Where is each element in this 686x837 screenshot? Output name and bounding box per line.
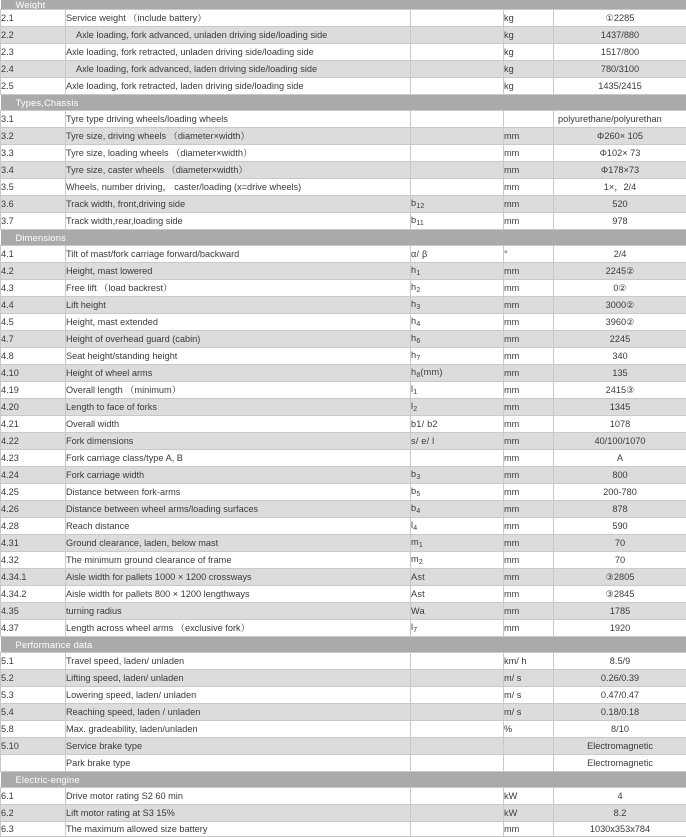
row-description: Height, mast extended — [66, 314, 411, 331]
row-symbol — [411, 61, 504, 78]
row-symbol: $l_4$ — [411, 518, 504, 535]
table-row — [1, 535, 686, 552]
row-symbol — [411, 687, 504, 704]
row-symbol — [411, 145, 504, 162]
row-symbol: $l_1$ — [411, 382, 504, 399]
row-id: 5.8 — [1, 721, 66, 738]
row-unit: mm — [504, 331, 554, 348]
row-value: Φ178×73 — [554, 162, 686, 179]
row-description: Length across wheel arms （exclusive fork） — [66, 620, 411, 637]
row-description: Axle loading, fork retracted, laden driving side/loading side — [66, 78, 411, 95]
row-value: 8.5/9 — [554, 653, 686, 670]
row-value: 135 — [554, 365, 686, 382]
table-row — [1, 128, 686, 145]
table-row — [1, 721, 686, 738]
row-id: 4.34.1 — [1, 569, 66, 586]
row-symbol: $h_4$ — [411, 314, 504, 331]
row-symbol — [411, 44, 504, 61]
row-description: Axle loading, fork advanced, laden driving side/loading side — [66, 61, 411, 78]
row-description: Reaching speed, laden / unladen — [66, 704, 411, 721]
row-description: Fork carriage class/type A, B — [66, 450, 411, 467]
row-id: 5.4 — [1, 704, 66, 721]
row-id: 3.7 — [1, 213, 66, 230]
row-id: 3.3 — [1, 145, 66, 162]
row-value: 0.26/0.39 — [554, 670, 686, 687]
row-id: 4.2 — [1, 263, 66, 280]
row-description: Lifting speed, laden/ unladen — [66, 670, 411, 687]
row-id: 4.35 — [1, 603, 66, 620]
row-id: 4.5 — [1, 314, 66, 331]
row-id: 4.26 — [1, 501, 66, 518]
row-description: Tyre size, driving wheels （diameter×width） — [66, 128, 411, 145]
row-unit: mm — [504, 450, 554, 467]
section-header-row — [1, 637, 686, 653]
table-row — [1, 111, 686, 128]
row-id: 3.5 — [1, 179, 66, 196]
section-header-row — [1, 0, 686, 10]
row-symbol: $h_1$ — [411, 263, 504, 280]
row-value: 4 — [554, 788, 686, 805]
row-symbol — [411, 78, 504, 95]
row-value: 1920 — [554, 620, 686, 637]
row-value: 0.18/0.18 — [554, 704, 686, 721]
row-unit: kg — [504, 27, 554, 44]
row-value: 340 — [554, 348, 686, 365]
row-description: Lift height — [66, 297, 411, 314]
table-row — [1, 280, 686, 297]
row-description: Lift motor rating at S3 15% — [66, 805, 411, 822]
table-row — [1, 331, 686, 348]
row-description: Seat height/standing height — [66, 348, 411, 365]
row-unit: kg — [504, 44, 554, 61]
row-unit: mm — [504, 467, 554, 484]
row-description: Height of wheel arms — [66, 365, 411, 382]
row-unit: m/ s — [504, 670, 554, 687]
row-value: 2/4 — [554, 246, 686, 263]
row-value: 2245② — [554, 263, 686, 280]
row-symbol — [411, 450, 504, 467]
table-row — [1, 213, 686, 230]
row-id: 4.25 — [1, 484, 66, 501]
row-value: 520 — [554, 196, 686, 213]
table-row — [1, 196, 686, 213]
section-header-electric-engine: Electric-engine — [1, 772, 686, 788]
section-header-performance-data: Performance data — [1, 637, 686, 653]
row-symbol: $b_4$ — [411, 501, 504, 518]
row-unit: kW — [504, 788, 554, 805]
row-id: 4.32 — [1, 552, 66, 569]
table-row — [1, 620, 686, 637]
row-description: The maximum allowed size battery — [66, 822, 411, 837]
row-description: Tyre size, caster wheels （diameter×width） — [66, 162, 411, 179]
table-row — [1, 246, 686, 263]
row-value: 780/3100 — [554, 61, 686, 78]
row-unit: mm — [504, 484, 554, 501]
row-unit: mm — [504, 314, 554, 331]
row-symbol: $h_2$ — [411, 280, 504, 297]
row-description: Length to face of forks — [66, 399, 411, 416]
row-value: 0② — [554, 280, 686, 297]
row-description: Track width, front,driving side — [66, 196, 411, 213]
row-id: 4.34.2 — [1, 586, 66, 603]
table-row — [1, 382, 686, 399]
table-row — [1, 569, 686, 586]
row-unit: mm — [504, 603, 554, 620]
row-id: 2.4 — [1, 61, 66, 78]
row-unit: mm — [504, 213, 554, 230]
table-row — [1, 586, 686, 603]
row-id: 4.1 — [1, 246, 66, 263]
row-symbol — [411, 128, 504, 145]
row-id: 2.3 — [1, 44, 66, 61]
row-unit: km/ h — [504, 653, 554, 670]
row-description: Aisle width for pallets 1000 × 1200 crossways — [66, 569, 411, 586]
row-value: 1785 — [554, 603, 686, 620]
row-symbol — [411, 822, 504, 837]
row-symbol: $l_7$ — [411, 620, 504, 637]
row-symbol — [411, 721, 504, 738]
row-id: 4.22 — [1, 433, 66, 450]
row-id: 4.31 — [1, 535, 66, 552]
row-description: Wheels, number driving， caster/loading (x=drive wheels) — [66, 179, 411, 196]
table-row — [1, 450, 686, 467]
row-id: 4.24 — [1, 467, 66, 484]
row-value: 1345 — [554, 399, 686, 416]
row-symbol: $m_2$ — [411, 552, 504, 569]
row-description: The minimum ground clearance of frame — [66, 552, 411, 569]
row-description: Height of overhead guard (cabin) — [66, 331, 411, 348]
row-symbol: $b_{11}$ — [411, 213, 504, 230]
row-unit: mm — [504, 586, 554, 603]
row-description: Height, mast lowered — [66, 263, 411, 280]
row-value: 8.2 — [554, 805, 686, 822]
row-id: 5.10 — [1, 738, 66, 755]
table-row — [1, 433, 686, 450]
row-symbol: $b_{12}$ — [411, 196, 504, 213]
row-symbol: s/ e/ l — [411, 433, 504, 450]
row-value: 8/10 — [554, 721, 686, 738]
row-description: Track width,rear,loading side — [66, 213, 411, 230]
row-id: 5.3 — [1, 687, 66, 704]
table-row — [1, 501, 686, 518]
row-value: 1×，2/4 — [554, 179, 686, 196]
section-header-row — [1, 95, 686, 111]
row-value: 0.47/0.47 — [554, 687, 686, 704]
row-description: Ground clearance, laden, below mast — [66, 535, 411, 552]
row-id: 4.7 — [1, 331, 66, 348]
row-unit: mm — [504, 145, 554, 162]
row-unit: mm — [504, 552, 554, 569]
row-unit — [504, 738, 554, 755]
row-symbol: $l_2$ — [411, 399, 504, 416]
row-unit: mm — [504, 399, 554, 416]
row-value: 2415③ — [554, 382, 686, 399]
row-value: 70 — [554, 535, 686, 552]
row-unit: mm — [504, 569, 554, 586]
table-row — [1, 788, 686, 805]
row-value: Electromagnetic — [554, 755, 686, 772]
row-unit: ° — [504, 246, 554, 263]
row-value: 1435/2415 — [554, 78, 686, 95]
row-unit: mm — [504, 416, 554, 433]
row-id: 2.1 — [1, 10, 66, 27]
row-symbol — [411, 653, 504, 670]
table-row — [1, 78, 686, 95]
row-id: 4.20 — [1, 399, 66, 416]
row-value: 800 — [554, 467, 686, 484]
row-value: A — [554, 450, 686, 467]
row-symbol: $m_1$ — [411, 535, 504, 552]
row-description: Aisle width for pallets 800 × 1200 lengthways — [66, 586, 411, 603]
row-symbol — [411, 704, 504, 721]
row-value: 978 — [554, 213, 686, 230]
table-row — [1, 297, 686, 314]
row-unit: mm — [504, 620, 554, 637]
row-symbol: Wa — [411, 603, 504, 620]
row-unit: m/ s — [504, 704, 554, 721]
row-unit: mm — [504, 518, 554, 535]
row-description: Drive motor rating S2 60 min — [66, 788, 411, 805]
row-id: 4.28 — [1, 518, 66, 535]
table-row — [1, 805, 686, 822]
table-row — [1, 518, 686, 535]
row-symbol: $b_3$ — [411, 467, 504, 484]
row-symbol — [411, 738, 504, 755]
table-row — [1, 687, 686, 704]
row-id: 4.10 — [1, 365, 66, 382]
table-row — [1, 145, 686, 162]
table-row — [1, 704, 686, 721]
row-symbol: $h_7$ — [411, 348, 504, 365]
row-id: 4.4 — [1, 297, 66, 314]
row-id — [1, 755, 66, 772]
section-header-weight: Weight — [1, 0, 686, 10]
row-id: 4.19 — [1, 382, 66, 399]
row-unit — [504, 755, 554, 772]
section-header-types-chassis: Types,Chassis — [1, 95, 686, 111]
table-row — [1, 484, 686, 501]
row-description: Service weight （include battery） — [66, 10, 411, 27]
row-unit: mm — [504, 128, 554, 145]
row-value: 1517/800 — [554, 44, 686, 61]
table-row — [1, 263, 686, 280]
specification-table-body — [1, 0, 686, 837]
row-description: Free lift （load backrest） — [66, 280, 411, 297]
row-description: Distance between wheel arms/loading surfaces — [66, 501, 411, 518]
row-symbol: $h_6$ — [411, 331, 504, 348]
row-symbol: $b_5$ — [411, 484, 504, 501]
row-symbol: Ast — [411, 586, 504, 603]
row-value: 3000② — [554, 297, 686, 314]
table-row — [1, 61, 686, 78]
row-value: ③2805 — [554, 569, 686, 586]
row-value: 70 — [554, 552, 686, 569]
row-unit — [504, 111, 554, 128]
row-unit: kg — [504, 61, 554, 78]
row-id: 6.3 — [1, 822, 66, 837]
row-id: 4.23 — [1, 450, 66, 467]
row-id: 5.2 — [1, 670, 66, 687]
row-description: Service brake type — [66, 738, 411, 755]
row-id: 4.8 — [1, 348, 66, 365]
table-row — [1, 399, 686, 416]
row-description: Overall length （minimum） — [66, 382, 411, 399]
table-row — [1, 27, 686, 44]
row-value: Electromagnetic — [554, 738, 686, 755]
table-row — [1, 314, 686, 331]
row-symbol: b1/ b2 — [411, 416, 504, 433]
table-row — [1, 10, 686, 27]
row-id: 2.5 — [1, 78, 66, 95]
row-unit: mm — [504, 348, 554, 365]
row-unit: mm — [504, 263, 554, 280]
row-value: ③2845 — [554, 586, 686, 603]
row-description: Tilt of mast/fork carriage forward/backward — [66, 246, 411, 263]
row-value: polyurethane/polyurethan — [554, 111, 686, 128]
section-header-row — [1, 772, 686, 788]
table-row — [1, 755, 686, 772]
table-row — [1, 179, 686, 196]
row-id: 3.6 — [1, 196, 66, 213]
row-description: Park brake type — [66, 755, 411, 772]
row-value: 1078 — [554, 416, 686, 433]
row-unit: kg — [504, 10, 554, 27]
row-unit: mm — [504, 535, 554, 552]
row-id: 4.37 — [1, 620, 66, 637]
row-id: 6.1 — [1, 788, 66, 805]
table-row — [1, 416, 686, 433]
row-description: Distance between fork-arms — [66, 484, 411, 501]
row-value: 3960② — [554, 314, 686, 331]
row-id: 3.4 — [1, 162, 66, 179]
row-unit: mm — [504, 196, 554, 213]
row-description: Fork carriage width — [66, 467, 411, 484]
row-description: Overall width — [66, 416, 411, 433]
row-unit: mm — [504, 365, 554, 382]
row-description: Tyre size, loading wheels （diameter×width） — [66, 145, 411, 162]
row-unit: mm — [504, 179, 554, 196]
table-row — [1, 365, 686, 382]
row-unit: mm — [504, 822, 554, 837]
row-symbol: α/ β — [411, 246, 504, 263]
row-symbol: $h_3$ — [411, 297, 504, 314]
row-id: 5.1 — [1, 653, 66, 670]
row-description: turning radius — [66, 603, 411, 620]
row-symbol — [411, 27, 504, 44]
row-description: Fork dimensions — [66, 433, 411, 450]
row-unit: m/ s — [504, 687, 554, 704]
row-description: Lowering speed, laden/ unladen — [66, 687, 411, 704]
table-row — [1, 552, 686, 569]
table-row — [1, 653, 686, 670]
row-unit: % — [504, 721, 554, 738]
row-id: 4.3 — [1, 280, 66, 297]
table-row — [1, 822, 686, 837]
row-value: Φ102× 73 — [554, 145, 686, 162]
row-id: 3.1 — [1, 111, 66, 128]
row-value: 878 — [554, 501, 686, 518]
row-value: 1437/880 — [554, 27, 686, 44]
row-unit: mm — [504, 433, 554, 450]
row-value: 200-780 — [554, 484, 686, 501]
row-description: Reach distance — [66, 518, 411, 535]
row-unit: mm — [504, 280, 554, 297]
row-symbol — [411, 670, 504, 687]
row-symbol — [411, 788, 504, 805]
row-symbol: $h_8(mm)$ — [411, 365, 504, 382]
row-description: Max. gradeability, laden/unladen — [66, 721, 411, 738]
row-symbol — [411, 805, 504, 822]
row-id: 6.2 — [1, 805, 66, 822]
section-header-row — [1, 230, 686, 246]
row-description: Tyre type driving wheels/loading wheels — [66, 111, 411, 128]
row-symbol: Ast — [411, 569, 504, 586]
row-value: ①2285 — [554, 10, 686, 27]
row-value: 590 — [554, 518, 686, 535]
row-value: 1030x353x784 — [554, 822, 686, 837]
table-row — [1, 162, 686, 179]
row-unit: kW — [504, 805, 554, 822]
row-value: 40/100/1070 — [554, 433, 686, 450]
row-unit: kg — [504, 78, 554, 95]
table-row — [1, 738, 686, 755]
row-value: 2245 — [554, 331, 686, 348]
row-unit: mm — [504, 162, 554, 179]
table-row — [1, 670, 686, 687]
row-symbol — [411, 10, 504, 27]
table-row — [1, 44, 686, 61]
row-symbol — [411, 755, 504, 772]
table-row — [1, 603, 686, 620]
row-value: Φ260× 105 — [554, 128, 686, 145]
row-symbol — [411, 111, 504, 128]
row-symbol — [411, 179, 504, 196]
row-unit: mm — [504, 501, 554, 518]
row-description: Travel speed, laden/ unladen — [66, 653, 411, 670]
row-unit: mm — [504, 382, 554, 399]
section-header-dimensions: Dimensions — [1, 230, 686, 246]
row-symbol — [411, 162, 504, 179]
table-row — [1, 348, 686, 365]
row-description: Axle loading, fork retracted, unladen driving side/loading side — [66, 44, 411, 61]
row-description: Axle loading, fork advanced, unladen driving side/loading side — [66, 27, 411, 44]
row-id: 4.21 — [1, 416, 66, 433]
row-id: 3.2 — [1, 128, 66, 145]
row-id: 2.2 — [1, 27, 66, 44]
table-row — [1, 467, 686, 484]
row-unit: mm — [504, 297, 554, 314]
